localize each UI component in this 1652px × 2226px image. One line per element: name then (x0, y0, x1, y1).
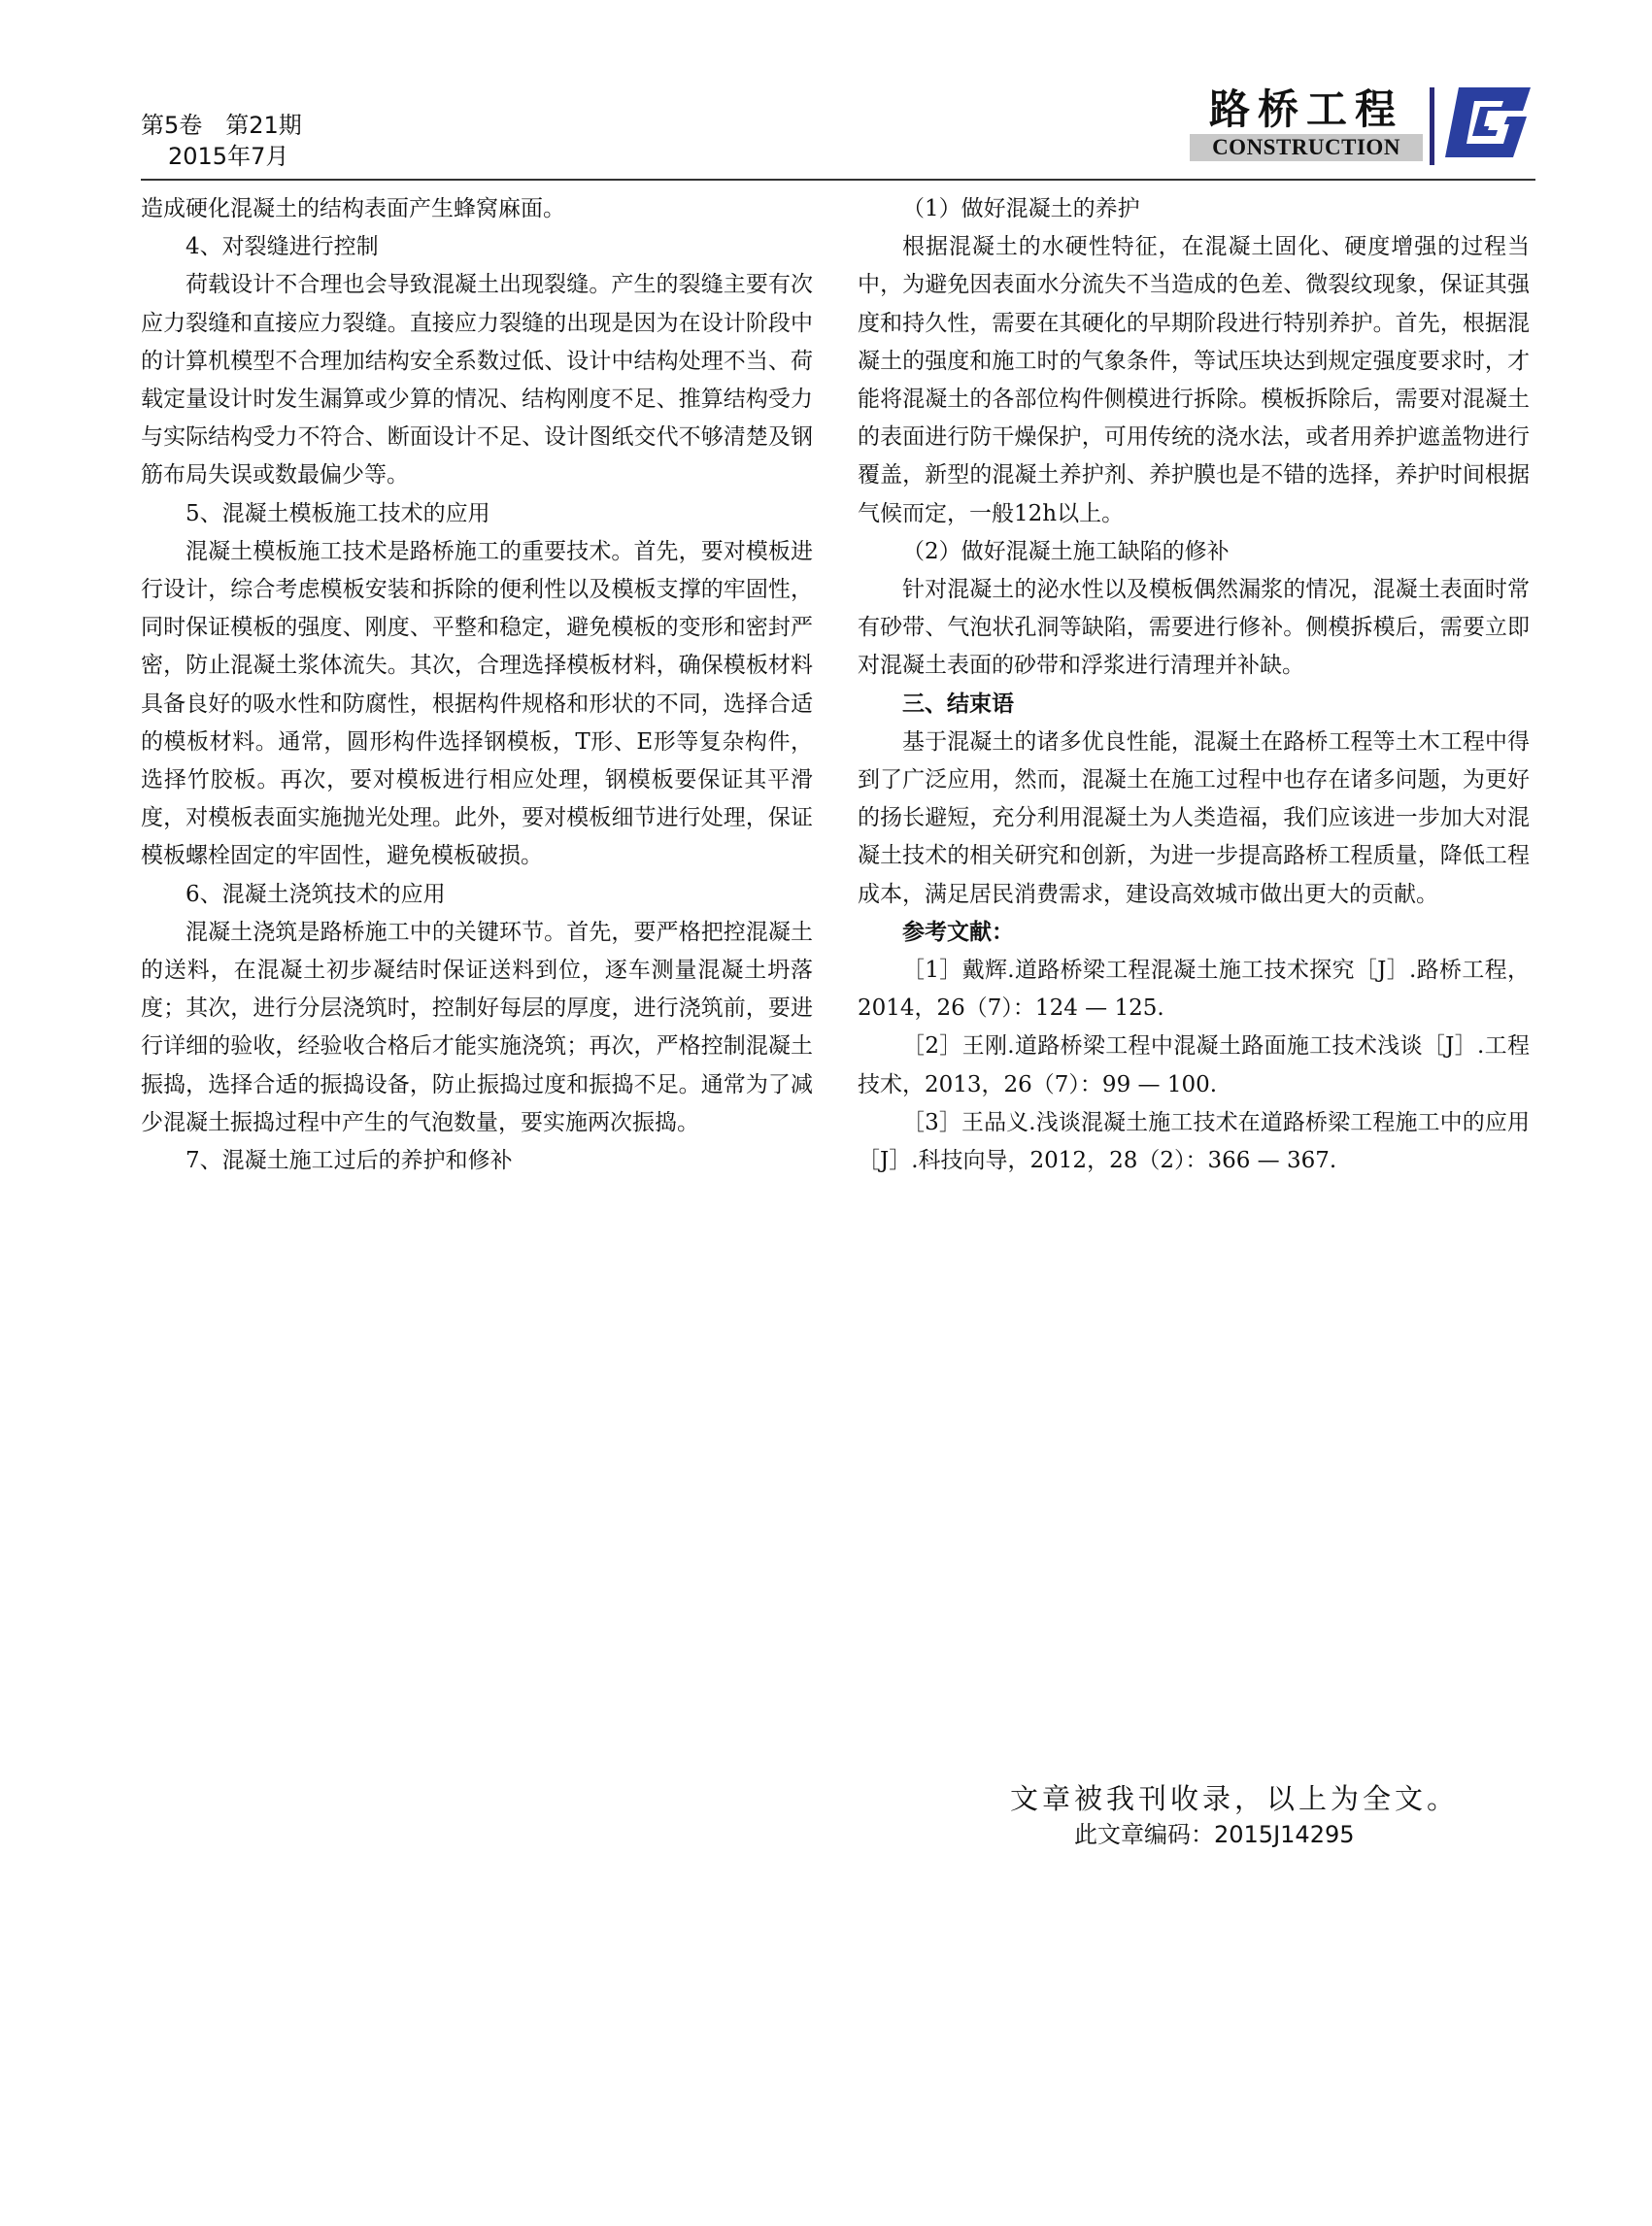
issue-date: 2015年7月 (168, 143, 289, 170)
volume-issue: 第5卷 第21期 (141, 112, 302, 139)
journal-logo-icon (1445, 82, 1534, 163)
section-title: 三、结束语 (902, 691, 1014, 717)
section-heading: 4、对裂缝进行控制 (185, 234, 379, 260)
section-heading: （2）做好混凝土施工缺陷的修补 (902, 538, 1230, 564)
right-column (858, 190, 1530, 1180)
header-rule (141, 179, 1535, 181)
section-heading: 6、混凝土浇筑技术的应用 (185, 881, 446, 907)
section-heading: 5、混凝土模板施工技术的应用 (185, 500, 490, 526)
section-title: 参考文献： (902, 919, 1014, 945)
paragraph: 荷载设计不合理也会导致混凝土出现裂缝。产生的裂缝主要有次应力裂缝和直接应力裂缝。直接应力裂缝的出现是因为在设计阶段中的计算机模型不合理加结构安全系数过低、设计中结构处理不当、荷载定量设计时发生漏算或少算的情况、结构刚度不足、推算结构受力与实际结构受力不符合、断面设计不足、设计图纸交代不够清楚及钢筋布局失误或数最偏少等。 (141, 272, 813, 489)
reference-item: ［3］王品义.浅谈混凝土施工技术在道路桥梁工程施工中的应用［J］.科技向导，2012，28（2）：366 — 367. (858, 1109, 1530, 1174)
left-column (141, 190, 813, 1180)
paragraph: 根据混凝土的水硬性特征，在混凝土固化、硬度增强的过程当中，为避免因表面水分流失不当造成的色差、微裂纹现象，保证其强度和持久性，需要在其硬化的早期阶段进行特别养护。首先，根据混凝土的强度和施工时的气象条件，等试压块达到规定强度要求时，才能将混凝土的各部位构件侧模进行拆除。模板拆除后，需要对混凝土的表面进行防干燥保护，可用传统的浇水法，或者用养护遮盖物进行覆盖，新型的混凝土养护剂、养护膜也是不错的选择，养护时间根据气候而定，一般12h以上。 (858, 234, 1530, 526)
article-code: 此文章编码：2015J14295 (1074, 1821, 1355, 1848)
journal-subtitle: CONSTRUCTION (1190, 134, 1423, 161)
masthead-divider (1430, 87, 1434, 165)
paragraph: 混凝土模板施工技术是路桥施工的重要技术。首先，要对模板进行设计，综合考虑模板安装和拆除的便利性以及模板支撑的牢固性，同时保证模板的强度、刚度、平整和稳定，避免模板的变形和密封严密，防止混凝土浆体流失。其次，合理选择模板材料，确保模板材料具备良好的吸水性和防腐性，根据构件规格和形状的不同，选择合适的模板材料。通常，圆形构件选择钢模板，T形、E形等复杂构件，选择竹胶板。再次，要对模板进行相应处理，钢模板要保证其平滑度，对模板表面实施抛光处理。此外，要对模板细节进行处理，保证模板螺栓固定的牢固性，避免模板破损。 (141, 538, 813, 869)
journal-masthead (1190, 85, 1423, 161)
reference-item: ［1］戴辉.道路桥梁工程混凝土施工技术探究［J］.路桥工程，2014，26（7）：124 — 125. (858, 958, 1530, 1022)
paragraph: 针对混凝土的泌水性以及模板偶然漏浆的情况，混凝土表面时常有砂带、气泡状孔洞等缺陷，需要进行修补。侧模拆模后，需要立即对混凝土表面的砂带和浮浆进行清理并补缺。 (858, 577, 1530, 679)
publication-note (1010, 1779, 1515, 1851)
paragraph: 基于混凝土的诸多优良性能，混凝土在路桥工程等土木工程中得到了广泛应用，然而，混凝土在施工过程中也存在诸多问题，为更好的扬长避短，充分利用混凝土为人类造福，我们应该进一步加大对混凝土技术的相关研究和创新，为进一步提高路桥工程质量，降低工程成本，满足居民消费需求，建设高效城市做出更大的贡献。 (858, 728, 1530, 907)
paragraph: 混凝土浇筑是路桥施工中的关键环节。首先，要严格把控混凝土的送料，在混凝土初步凝结时保证送料到位，逐车测量混凝土坍落度；其次，进行分层浇筑时，控制好每层的厚度，进行浇筑前，要进行详细的验收，经验收合格后才能实施浇筑；再次，严格控制混凝土振捣，选择合适的振捣设备，防止振捣过度和振捣不足。通常为了减少混凝土振捣过程中产生的气泡数量，要实施两次振捣。 (141, 919, 813, 1135)
issue-info (141, 110, 302, 172)
section-heading: 7、混凝土施工过后的养护和修补 (185, 1148, 513, 1174)
paragraph: 造成硬化混凝土的结构表面产生蜂窝麻面。 (141, 196, 565, 221)
inclusion-note: 文章被我刊收录，以上为全文。 (1010, 1782, 1460, 1815)
journal-title: 路桥工程 (1208, 85, 1403, 133)
reference-item: ［2］王刚.道路桥梁工程中混凝土路面施工技术浅谈［J］.工程技术，2013，26（7）：99 — 100. (858, 1033, 1530, 1097)
section-heading: （1）做好混凝土的养护 (902, 196, 1140, 221)
